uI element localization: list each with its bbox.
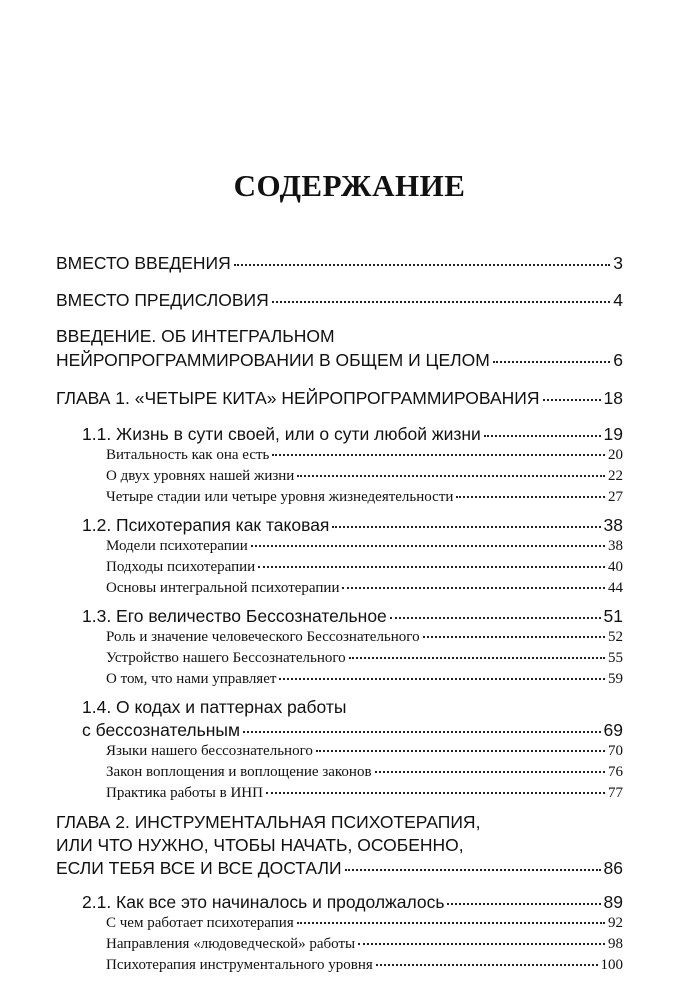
toc-entry-label: О том, что нами управляет — [106, 671, 277, 687]
toc-page-number: 69 — [603, 720, 623, 740]
toc-section-entry[interactable] — [82, 424, 623, 445]
toc-entry-label-line: ВВЕДЕНИЕ. ОБ ИНТЕГРАЛЬНОМ — [56, 326, 335, 346]
leader-dots — [332, 526, 600, 528]
toc-entry[interactable] — [56, 253, 623, 274]
leader-dots — [543, 399, 601, 401]
toc-subsection-entry[interactable] — [106, 936, 623, 953]
toc-page-number: 20 — [608, 447, 623, 463]
toc-subsection-entry[interactable] — [106, 650, 623, 667]
toc-entry-label: Витальность как она есть — [106, 447, 270, 463]
toc-entry[interactable] — [56, 290, 623, 311]
toc-entry-label: Подходы психотерапии — [106, 559, 256, 575]
toc-page-number: 18 — [603, 388, 623, 408]
toc-page-number: 40 — [608, 559, 623, 575]
toc-entry-label: Устройство нашего Бессознательного — [106, 650, 346, 666]
leader-dots — [279, 678, 605, 680]
toc-page-number: 70 — [608, 743, 623, 759]
toc-page-number: 89 — [603, 892, 623, 912]
toc-entry-label: 1.1. Жизнь в сути своей, или о сути любой жизни — [82, 424, 481, 444]
toc-subsection-entry[interactable] — [106, 489, 623, 506]
toc-entry-label: с бессознательным — [82, 720, 241, 740]
toc-entry-label: ЕСЛИ ТЕБЯ ВСЕ И ВСЕ ДОСТАЛИ — [56, 858, 342, 878]
toc-page-number: 86 — [603, 858, 623, 878]
leader-dots — [258, 566, 605, 568]
toc-subsection-entry[interactable] — [106, 957, 623, 974]
toc-subsection-entry[interactable] — [106, 468, 623, 485]
toc-entry-label-line: 1.4. О кодах и паттернах работы — [82, 697, 347, 717]
leader-dots — [251, 545, 605, 547]
toc-subsection-entry[interactable] — [106, 538, 623, 555]
toc-page-number: 22 — [608, 468, 623, 484]
toc-page-number: 52 — [608, 629, 623, 645]
leader-dots — [349, 657, 605, 659]
toc-page-number: 38 — [608, 538, 623, 554]
toc-page-number: 4 — [613, 290, 623, 310]
toc-page-number: 51 — [603, 606, 623, 626]
toc-section-entry[interactable] — [82, 892, 623, 913]
toc-page-number: 59 — [608, 671, 623, 687]
toc-page-number: 98 — [608, 936, 623, 952]
toc-entry-label: Практика работы в ИНП — [106, 785, 263, 801]
leader-dots — [423, 636, 605, 638]
toc-page-number: 100 — [600, 957, 623, 973]
toc-entry-label: Направления «людоведческой» работы — [106, 936, 356, 952]
toc-entry-label: ВМЕСТО ПРЕДИСЛОВИЯ — [56, 290, 269, 310]
toc-entry-label-line: ГЛАВА 2. ИНСТРУМЕНТАЛЬНАЯ ПСИХОТЕРАПИЯ, — [56, 812, 481, 832]
toc-subsection-entry[interactable] — [106, 559, 623, 576]
leader-dots — [266, 792, 605, 794]
toc-page-number: 27 — [608, 489, 623, 505]
toc-chapter-entry[interactable] — [56, 858, 623, 879]
toc-entry-label-line: ИЛИ ЧТО НУЖНО, ЧТОБЫ НАЧАТЬ, ОСОБЕННО, — [56, 835, 464, 855]
toc-entry-label: С чем работает психотерапия — [106, 915, 294, 931]
toc-subsection-entry[interactable] — [106, 743, 623, 760]
toc-title: СОДЕРЖАНИЕ — [233, 168, 466, 203]
toc-entry-label: ВМЕСТО ВВЕДЕНИЯ — [56, 253, 231, 273]
toc-entry-label: Четыре стадии или четыре уровня жизнедеятельности — [106, 489, 454, 505]
toc-page-number: 3 — [613, 253, 623, 273]
toc-entry-label: Модели психотерапии — [106, 538, 248, 554]
toc-page-number: 77 — [608, 785, 623, 801]
leader-dots — [345, 869, 601, 871]
toc-entry-label: 2.1. Как все это начиналось и продолжалось — [82, 892, 445, 912]
leader-dots — [342, 587, 605, 589]
toc-page-number: 6 — [613, 350, 623, 370]
toc-section-entry[interactable] — [82, 606, 623, 627]
leader-dots — [375, 771, 605, 773]
leader-dots — [456, 496, 605, 498]
toc-chapter-entry[interactable] — [56, 388, 623, 409]
toc-section-entry[interactable] — [82, 720, 623, 741]
leader-dots — [243, 731, 601, 733]
leader-dots — [297, 922, 605, 924]
leader-dots — [297, 475, 605, 477]
toc-subsection-entry[interactable] — [106, 785, 623, 802]
toc-subsection-entry[interactable] — [106, 915, 623, 932]
toc-entry[interactable] — [56, 350, 623, 371]
toc-subsection-entry[interactable] — [106, 629, 623, 646]
toc-page-number: 38 — [603, 515, 623, 535]
toc-entry-label: 1.2. Психотерапия как таковая — [82, 515, 330, 535]
toc-page-number: 92 — [608, 915, 623, 931]
toc-subsection-entry[interactable] — [106, 580, 623, 597]
leader-dots — [272, 301, 611, 303]
toc-subsection-entry[interactable] — [106, 671, 623, 688]
toc-entry-label: 1.3. Его величество Бессознательное — [82, 606, 387, 626]
toc-section-entry[interactable] — [82, 515, 623, 536]
toc-page-number: 19 — [603, 424, 623, 444]
leader-dots — [390, 617, 601, 619]
toc-page-number: 44 — [608, 580, 623, 596]
toc-subsection-entry[interactable] — [106, 764, 623, 781]
leader-dots — [376, 964, 598, 966]
leader-dots — [447, 903, 600, 905]
leader-dots — [316, 750, 605, 752]
leader-dots — [234, 264, 611, 266]
toc-entry-label: ГЛАВА 1. «ЧЕТЫРЕ КИТА» НЕЙРОПРОГРАММИРОВАНИЯ — [56, 388, 540, 408]
toc-page-number: 76 — [608, 764, 623, 780]
toc-entry-label: Основы интегральной психотерапии — [106, 580, 340, 596]
toc-entry-label: Роль и значение человеческого Бессознательного — [106, 629, 420, 645]
toc-entry-label: О двух уровнях нашей жизни — [106, 468, 295, 484]
toc-entry-label: Закон воплощения и воплощение законов — [106, 764, 372, 780]
toc-page-number: 55 — [608, 650, 623, 666]
toc-entry-label: НЕЙРОПРОГРАММИРОВАНИИ В ОБЩЕМ И ЦЕЛОМ — [56, 350, 490, 370]
leader-dots — [272, 454, 605, 456]
toc-subsection-entry[interactable] — [106, 447, 623, 464]
toc-entry-label: Психотерапия инструментального уровня — [106, 957, 373, 973]
leader-dots — [358, 943, 605, 945]
leader-dots — [493, 361, 610, 363]
toc-entry-label: Языки нашего бессознательного — [106, 743, 313, 759]
leader-dots — [484, 435, 601, 437]
